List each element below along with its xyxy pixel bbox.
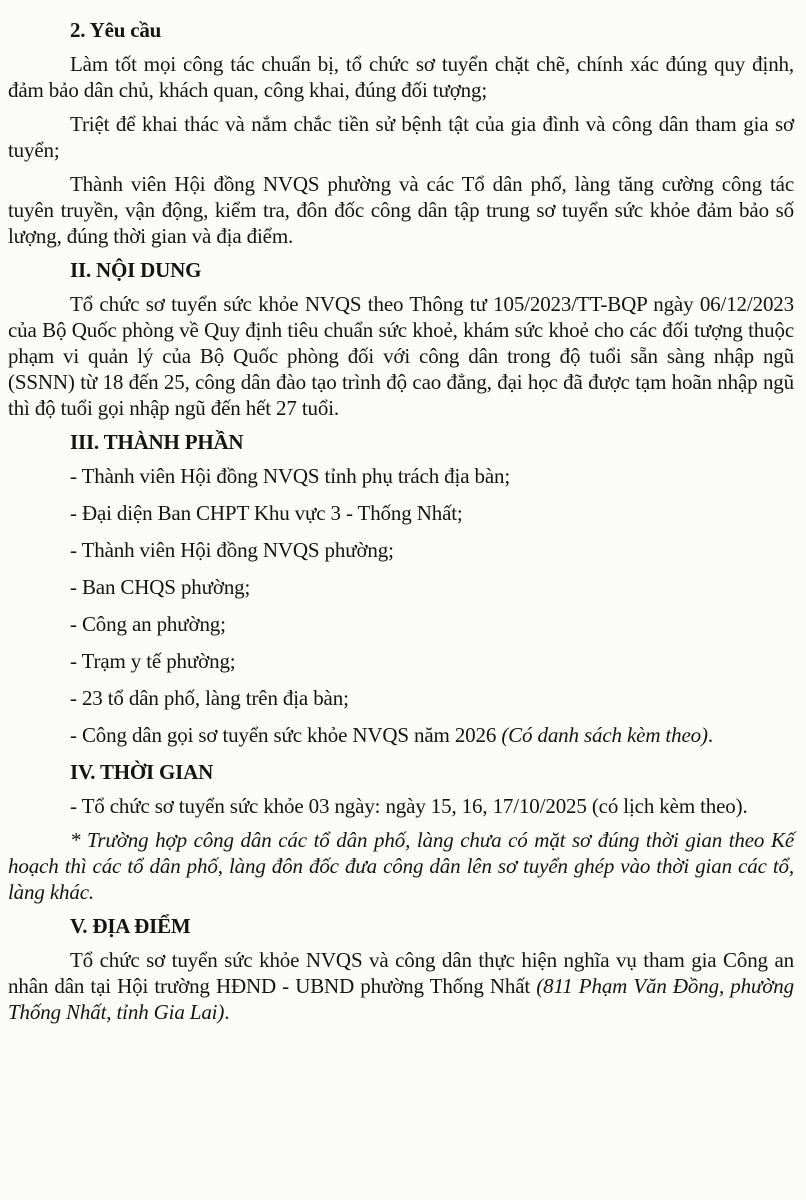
location-text: Tổ chức sơ tuyển sức khỏe NVQS và công dân thực hiện nghĩa vụ tham gia Công an nhân dân tại Hội trường HĐND - UBND phường Thống Nhất [8,948,794,998]
time-heading: IV. THỜI GIAN [70,760,214,784]
time-note: * Trường hợp công dân các tổ dân phố, làng chưa có mặt sơ đúng thời gian theo Kế hoạch thì các tổ dân phố, làng đôn đốc đưa công dân lên sơ tuyển ghép vào thời gian các tổ, làng khác. [8,828,794,904]
location-address: (811 Phạm Văn Đồng, phường Thống Nhất, tỉnh Gia Lai) [8,974,794,1024]
content-heading: II. NỘI DUNG [70,258,202,282]
location-paragraph [8,947,794,1025]
composition-item: - Ban CHQS phường; [70,575,251,599]
requirements-paragraph-1: Làm tốt mọi công tác chuẩn bị, tổ chức sơ tuyển chặt chẽ, chính xác đúng quy định, đảm bảo dân chủ, khách quan, công khai, đúng đối tượng; [8,52,794,102]
composition-item: - Thành viên Hội đồng NVQS phường; [70,538,394,562]
time-paragraph: - Tổ chức sơ tuyển sức khỏe 03 ngày: ngày 15, 16, 17/10/2025 (có lịch kèm theo). [70,794,748,818]
location-heading: V. ĐỊA ĐIỂM [70,914,191,938]
composition-item: - Đại diện Ban CHPT Khu vực 3 - Thống Nhất; [70,501,463,525]
composition-citizens-text: - Công dân gọi sơ tuyển sức khỏe NVQS năm 2026 [70,723,502,747]
requirements-heading: 2. Yêu cầu [70,18,162,42]
requirements-paragraph-2: Triệt để khai thác và nắm chắc tiền sử bệnh tật của gia đình và công dân tham gia sơ tuyển; [8,112,794,162]
composition-item-citizens [8,722,794,748]
composition-item: - Trạm y tế phường; [70,649,236,673]
composition-heading: III. THÀNH PHẦN [70,430,244,454]
composition-item: - Công an phường; [70,612,226,636]
composition-item: - Thành viên Hội đồng NVQS tỉnh phụ trách địa bàn; [70,464,511,488]
attached-list-note: (Có danh sách kèm theo) [501,723,708,747]
location-end: . [224,1000,230,1024]
requirements-paragraph-3: Thành viên Hội đồng NVQS phường và các Tổ dân phố, làng tăng cường công tác tuyên truyền, vận động, kiểm tra, đôn đốc công dân tập trung sơ tuyển sức khỏe đảm bảo số lượng, đúng thời gian và địa điểm. [8,172,794,248]
composition-item: - 23 tổ dân phố, làng trên địa bàn; [70,686,349,710]
composition-citizens-end: . [707,723,713,747]
content-paragraph: Tổ chức sơ tuyển sức khỏe NVQS theo Thông tư 105/2023/TT-BQP ngày 06/12/2023 của Bộ Quốc phòng về Quy định tiêu chuẩn sức khoẻ, khám sức khoẻ cho các đối tượng thuộc phạm vi quản lý của Bộ Quốc phòng đối với công dân trong độ tuổi sẵn sàng nhập ngũ (SSNN) từ 18 đến 25, công dân đào tạo trình độ cao đẳng, đại học đã được tạm hoãn nhập ngũ thì độ tuổi gọi nhập ngũ đến hết 27 tuổi. [8,292,794,420]
